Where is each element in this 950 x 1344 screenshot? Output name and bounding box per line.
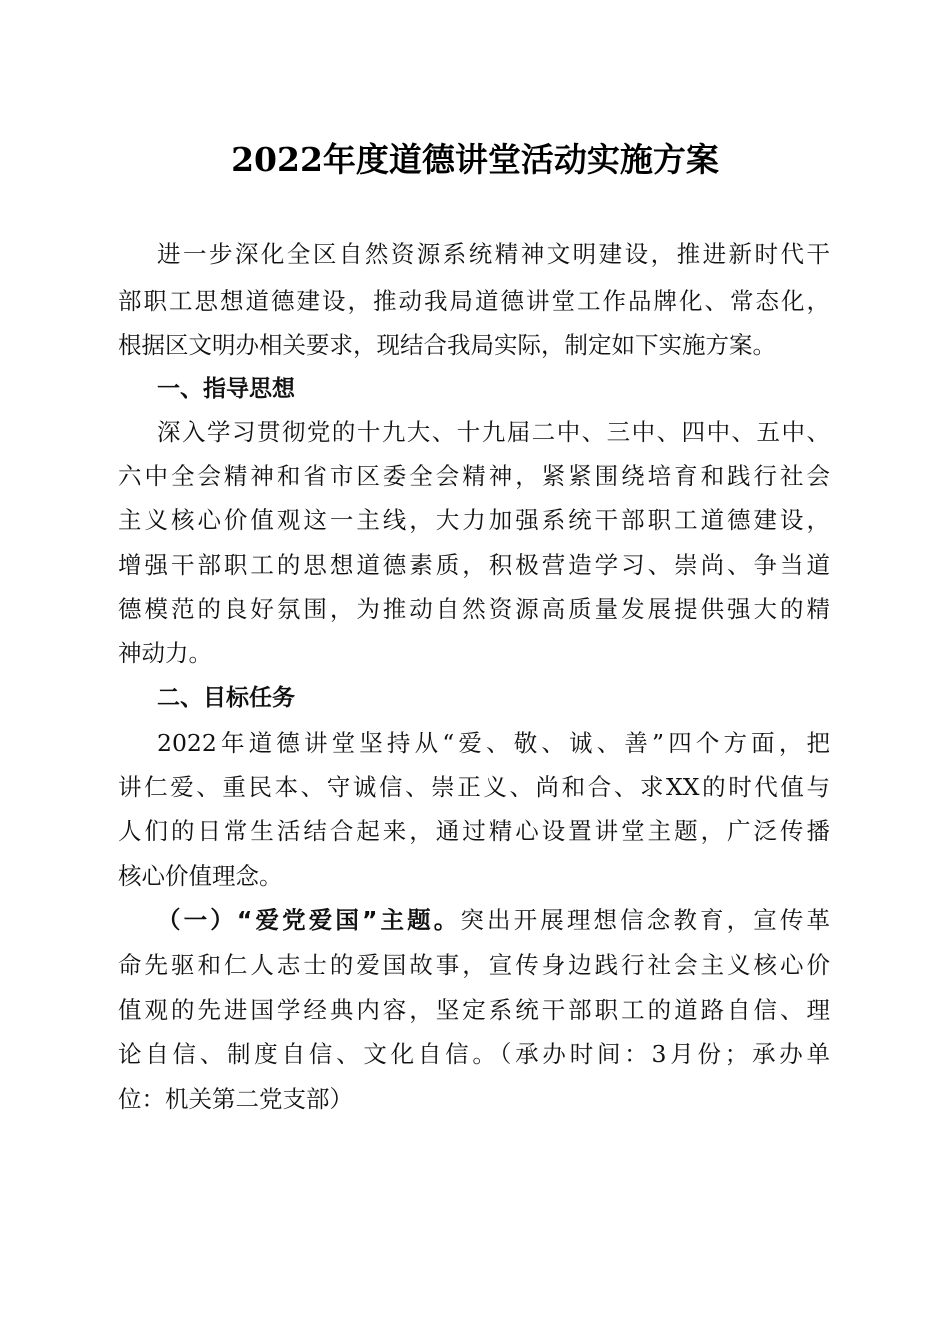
- paragraph-line: 讲仁爱、重民本、守诚信、崇正义、尚和合、求XX的时代值与: [118, 773, 830, 801]
- paragraph-line: 神动力。: [118, 639, 212, 667]
- paragraph-line: 主义核心价值观这一主线，大力加强系统干部职工道德建设，: [118, 506, 830, 534]
- paragraph-line: 命先驱和仁人志士的爱国故事，宣传身边践行社会主义核心价: [118, 951, 830, 979]
- paragraph-line: 德模范的良好氛围，为推动自然资源高质量发展提供强大的精: [118, 595, 830, 623]
- paragraph-line: 人们的日常生活结合起来，通过精心设置讲堂主题，广泛传播: [118, 817, 830, 845]
- section-heading-goals: 二、目标任务: [157, 685, 295, 711]
- paragraph-line: 六中全会精神和省市区委全会精神，紧紧围绕培育和践行社会: [118, 462, 830, 490]
- item-lead: （一）“爱党爱国”主题。: [157, 906, 461, 934]
- intro-line: 部职工思想道德建设，推动我局道德讲堂工作品牌化、常态化，: [118, 287, 830, 315]
- paragraph-line: 值观的先进国学经典内容，坚定系统干部职工的道路自信、理: [118, 996, 830, 1024]
- paragraph-line: 论自信、制度自信、文化自信。（承办时间：3月份；承办单: [118, 1040, 830, 1068]
- intro-line: 根据区文明办相关要求，现结合我局实际，制定如下实施方案。: [118, 331, 776, 359]
- paragraph-line: 位：机关第二党支部）: [118, 1085, 353, 1113]
- paragraph-line: 增强干部职工的思想道德素质，积极营造学习、崇尚、争当道: [118, 551, 830, 579]
- paragraph-line: 2022年道德讲堂坚持从“爱、敬、诚、善”四个方面，把: [157, 729, 830, 757]
- section-heading-guiding-thought: 一、指导思想: [157, 376, 295, 402]
- paragraph-line: 核心价值理念。: [118, 862, 283, 890]
- document-title: 2022年度道德讲堂活动实施方案: [231, 140, 719, 179]
- intro-line: 进一步深化全区自然资源系统精神文明建设，推进新时代干: [157, 240, 830, 268]
- item-first-rest: 突出开展理想信念教育，宣传革: [460, 906, 831, 934]
- item-first-line: [157, 900, 830, 940]
- paragraph-line: 深入学习贯彻党的十九大、十九届二中、三中、四中、五中、: [157, 418, 830, 446]
